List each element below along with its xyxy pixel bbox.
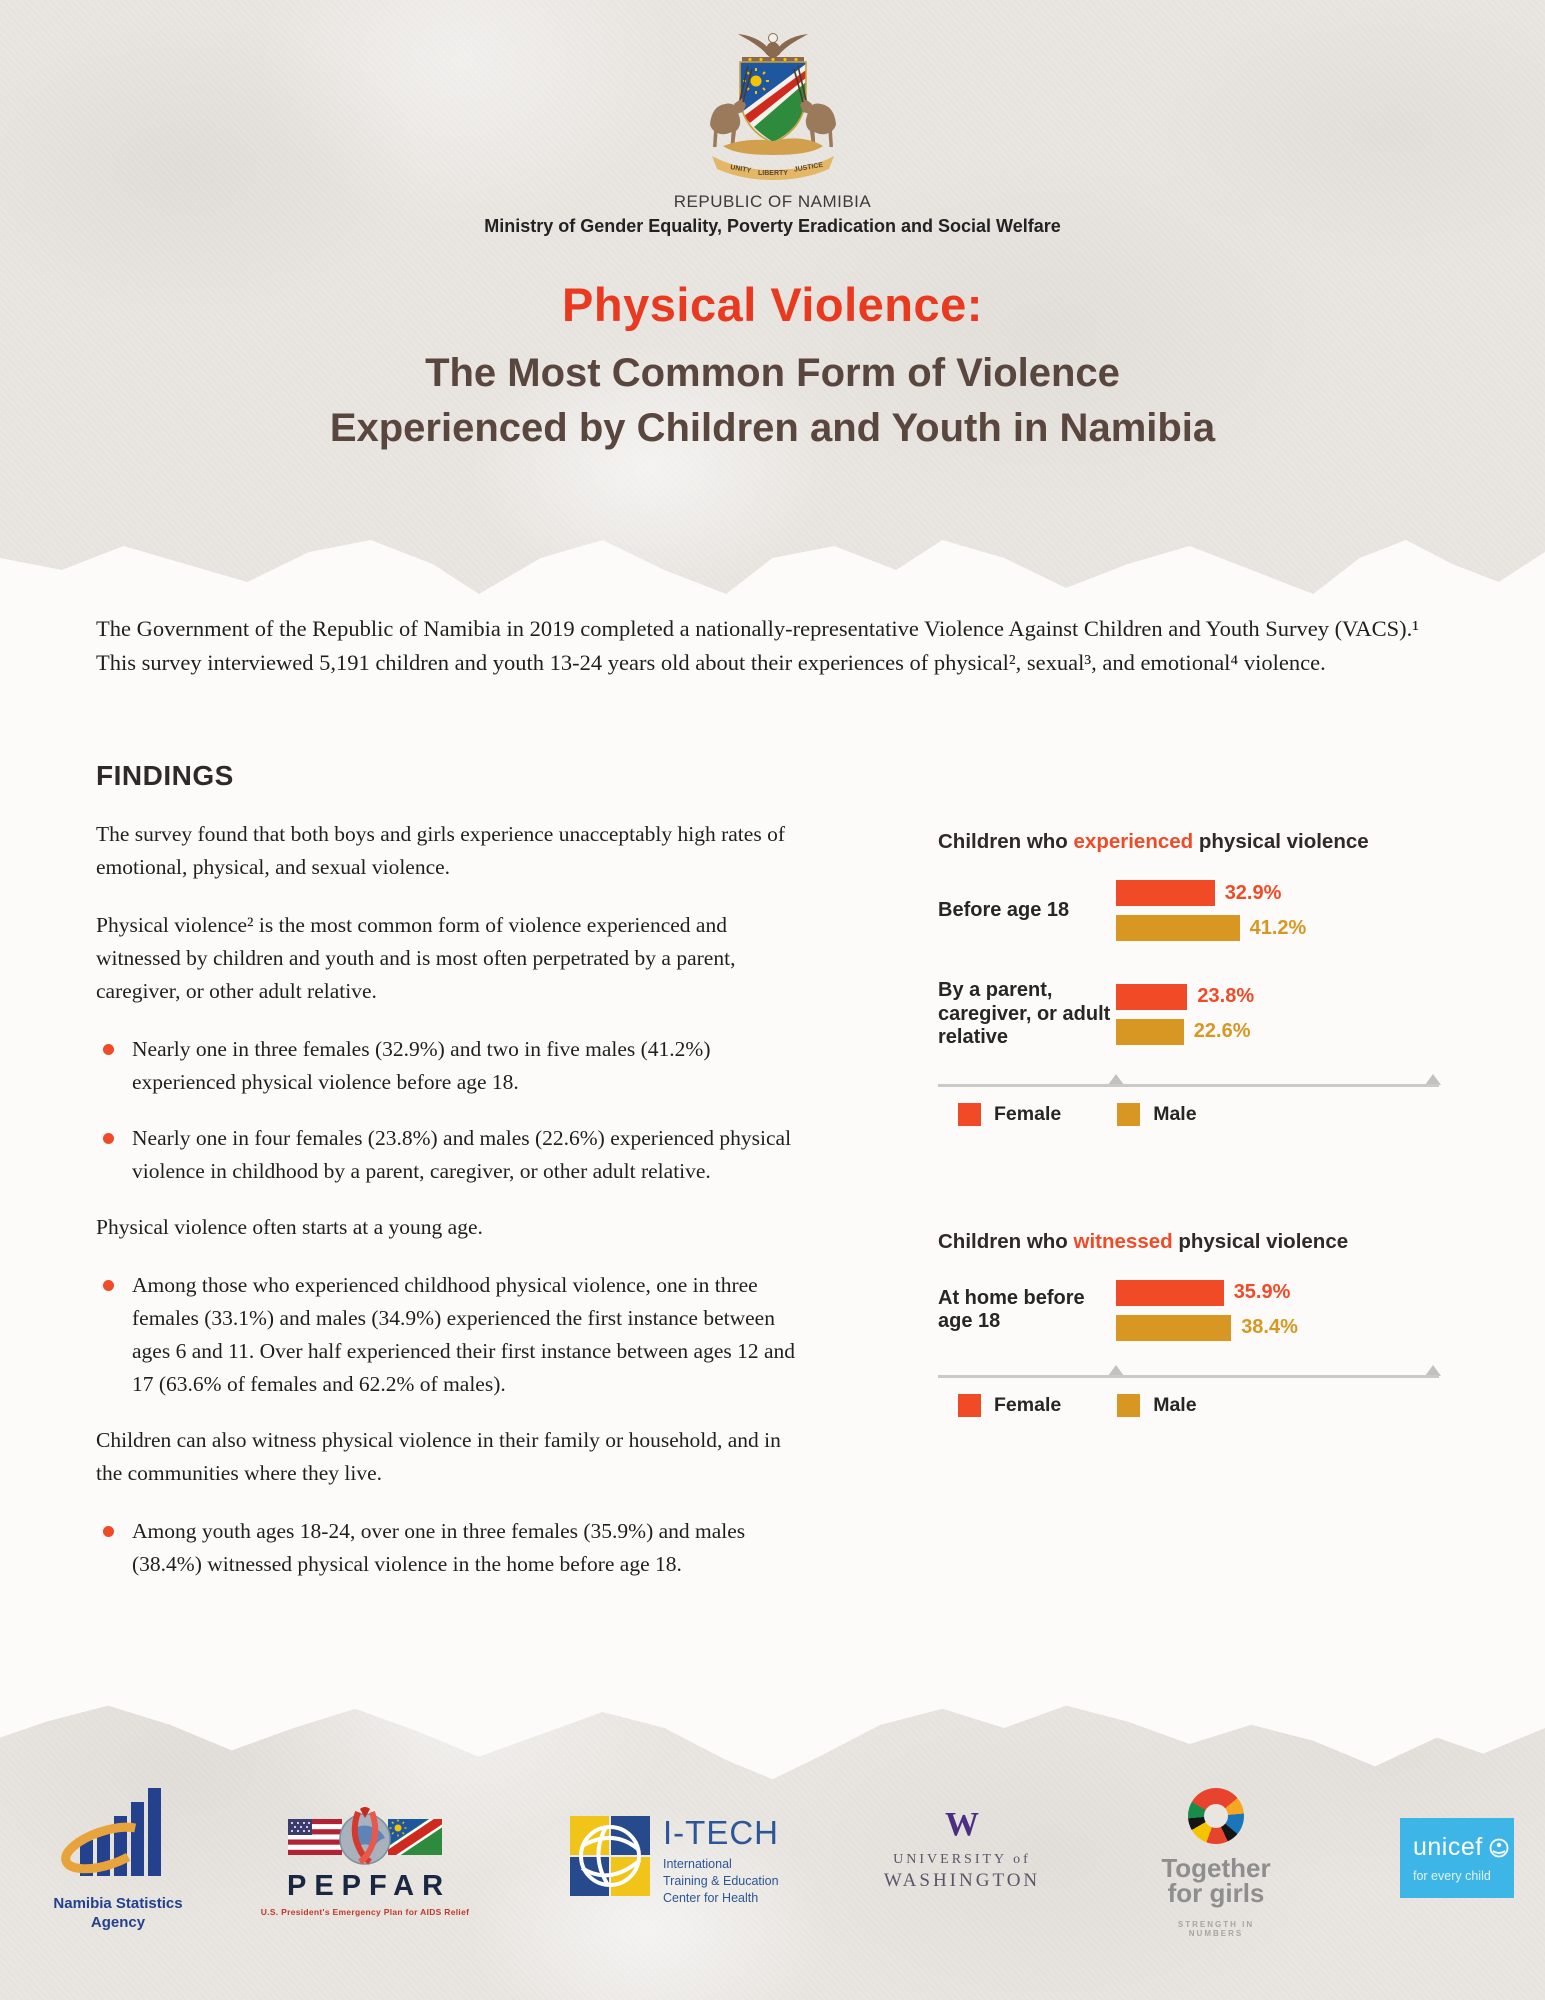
motto-liberty: LIBERTY	[757, 170, 788, 177]
pepfar-tagline: U.S. President's Emergency Plan for AIDS Relief	[260, 1907, 470, 1917]
male-bar-line	[1116, 1019, 1443, 1045]
category-label: By a parent, caregiver, or adult relative	[938, 979, 1111, 1049]
female-bar	[1116, 984, 1187, 1010]
findings-paragraph: Children can also witness physical violence in their family or household, and in the communities where they live.	[96, 1428, 781, 1485]
unicef-logo-label: unicef	[1413, 1833, 1483, 1861]
female-legend-label: Female	[994, 1102, 1062, 1125]
female-legend-label: Female	[994, 1393, 1062, 1416]
motto-unity: UNITY	[729, 164, 752, 175]
axis-arrow-left-icon	[1108, 1074, 1124, 1085]
page-title: Physical Violence:	[562, 278, 983, 331]
chart-row	[938, 880, 1443, 941]
female-bar-line	[1116, 880, 1443, 906]
findings-bullet: Nearly one in three females (32.9%) and two in five males (41.2%) experienced physical violence before age 18.	[96, 1033, 801, 1099]
witnessed-chart-title	[938, 1230, 1443, 1254]
republic-line: REPUBLIC OF NAMIBIA	[673, 192, 872, 211]
female-bar-value: 23.8%	[1197, 985, 1255, 1008]
tfg-line-1: Together	[1161, 1853, 1271, 1883]
female-bar	[1116, 1280, 1224, 1306]
charts-column	[938, 830, 1443, 1417]
itech-globe-icon	[570, 1816, 650, 1896]
chart-title-text: physical violence	[1172, 1229, 1349, 1253]
findings-heading: FINDINGS	[96, 760, 234, 791]
tfg-tagline: STRENGTH IN NUMBERS	[1177, 1919, 1255, 1938]
axis-arrow-right-icon	[1425, 1365, 1441, 1376]
unicef-tagline: for every child	[1413, 1869, 1491, 1883]
itech-text	[663, 1816, 779, 1907]
female-legend-swatch	[958, 1103, 981, 1126]
chart-row	[938, 1280, 1443, 1341]
findings-bullet: Nearly one in four females (23.8%) and males (22.6%) experienced physical violence in childhood by a parent, caregiver, or other adult relative.	[96, 1122, 801, 1188]
x-axis	[938, 1074, 1443, 1087]
bar-group	[1116, 1280, 1443, 1341]
tfg-line-2: for girls	[1167, 1878, 1265, 1909]
female-bar	[1116, 880, 1215, 906]
pepfar-logo-label: PEPFAR	[286, 1870, 452, 1902]
male-legend-label: Male	[1153, 1393, 1197, 1416]
axis-arrow-right-icon	[1425, 1074, 1441, 1085]
male-legend-swatch	[1117, 1103, 1140, 1126]
male-bar-line	[1116, 1315, 1443, 1341]
male-bar-value: 41.2%	[1249, 916, 1307, 939]
male-legend-label: Male	[1153, 1102, 1197, 1125]
male-legend-swatch	[1117, 1394, 1140, 1417]
namibia-coat-of-arms	[698, 24, 848, 186]
itech-line-2: Training & Education	[663, 1873, 779, 1888]
together-for-girls-logo	[1156, 1788, 1276, 1938]
itech-logo	[570, 1816, 779, 1907]
chart-legend	[938, 1103, 1443, 1126]
findings-paragraph: Physical violence² is the most common form of violence experienced and witnessed by children and youth and is most often perpetrated by a parent, caregiver, or other adult relative.	[96, 913, 736, 1003]
pepfar-flags	[256, 1806, 474, 1868]
chart-row	[938, 979, 1443, 1050]
category-label: Before age 18	[938, 898, 1070, 921]
uw-logo	[872, 1808, 1052, 1892]
masthead	[0, 24, 1545, 456]
male-bar-value: 22.6%	[1193, 1020, 1251, 1043]
uw-line-2: WASHINGTON	[883, 1870, 1041, 1891]
nsa-barchart-icon	[60, 1786, 176, 1886]
uw-w-icon: W	[945, 1806, 979, 1843]
x-axis	[938, 1365, 1443, 1378]
tfg-ring-icon	[1188, 1788, 1244, 1844]
itech-line-1: International	[663, 1857, 732, 1871]
itech-logo-label: I-TECH	[663, 1814, 779, 1851]
unicef-emblem-icon	[1488, 1837, 1510, 1859]
experienced-chart	[938, 830, 1443, 1126]
findings-column	[96, 760, 801, 1604]
nsa-logo	[42, 1786, 194, 1933]
axis-arrow-left-icon	[1108, 1365, 1124, 1376]
female-bar-line	[1116, 1280, 1443, 1306]
tfg-logo-label	[1156, 1853, 1276, 1909]
witnessed-chart	[938, 1230, 1443, 1417]
female-bar-value: 32.9%	[1224, 881, 1282, 904]
pepfar-logo	[256, 1806, 474, 1917]
subtitle-line-1: The Most Common Form of Violence	[425, 351, 1120, 395]
findings-bullet: Among youth ages 18-24, over one in three females (35.9%) and males (38.4%) witnessed physical violence in the home before age 18.	[96, 1515, 801, 1581]
findings-paragraph: Physical violence often starts at a young age.	[96, 1215, 483, 1239]
chart-legend	[938, 1394, 1443, 1417]
itech-sub-lines	[663, 1856, 779, 1907]
uw-line-1: UNIVERSITY of	[893, 1852, 1031, 1867]
chart-title-text: physical violence	[1193, 830, 1369, 853]
female-legend-swatch	[958, 1394, 981, 1417]
pepfar-globe-ribbon-icon	[334, 1806, 396, 1868]
male-bar-line	[1116, 915, 1443, 941]
bar-group	[1116, 880, 1443, 941]
namibia-flag-icon	[388, 1819, 442, 1855]
male-bar	[1116, 915, 1240, 941]
itech-line-3: Center for Health	[663, 1890, 759, 1905]
male-bar-value: 38.4%	[1241, 1316, 1298, 1339]
ministry-line: Ministry of Gender Equality, Poverty Eradication and Social Welfare	[484, 216, 1061, 236]
female-bar-line	[1116, 984, 1443, 1010]
chart-title-text: Children who	[938, 830, 1074, 853]
chart-title-highlight: experienced	[1073, 830, 1194, 853]
experienced-chart-title	[938, 830, 1443, 854]
male-bar	[1116, 1315, 1231, 1341]
intro-paragraph: The Government of the Republic of Namibia in 2019 completed a nationally-representative Violence Against Children and Youth Survey (VACS).¹ This survey interviewed 5,191 children and youth 13-24 years old about their experiences of physical², sexual³, and emotional⁴ violence.	[96, 616, 1420, 675]
motto-justice: JUSTICE	[792, 161, 824, 174]
findings-bullet: Among those who experienced childhood physical violence, one in three females (33.1%) and males (34.9%) experienced the first instance between ages 6 and 11. Over half experienced their first instance between ages 12 and 17 (63.6% of females and 62.2% of males).	[96, 1269, 801, 1401]
subtitle-line-2: Experienced by Children and Youth in Namibia	[329, 406, 1216, 450]
nsa-logo-label: Namibia Statistics Agency	[53, 1895, 183, 1931]
bar-group	[1116, 984, 1443, 1045]
unicef-wordmark	[1413, 1833, 1514, 1862]
unicef-logo	[1400, 1818, 1514, 1898]
male-bar	[1116, 1019, 1184, 1045]
chart-title-text: Children who	[938, 1229, 1074, 1253]
page-subtitle	[0, 346, 1545, 456]
findings-paragraph: The survey found that both boys and girls experience unacceptably high rates of emotional, physical, and sexual violence.	[96, 822, 785, 879]
category-label: At home before age 18	[938, 1286, 1085, 1333]
chart-title-highlight: witnessed	[1073, 1229, 1173, 1253]
female-bar-value: 35.9%	[1233, 1281, 1291, 1304]
